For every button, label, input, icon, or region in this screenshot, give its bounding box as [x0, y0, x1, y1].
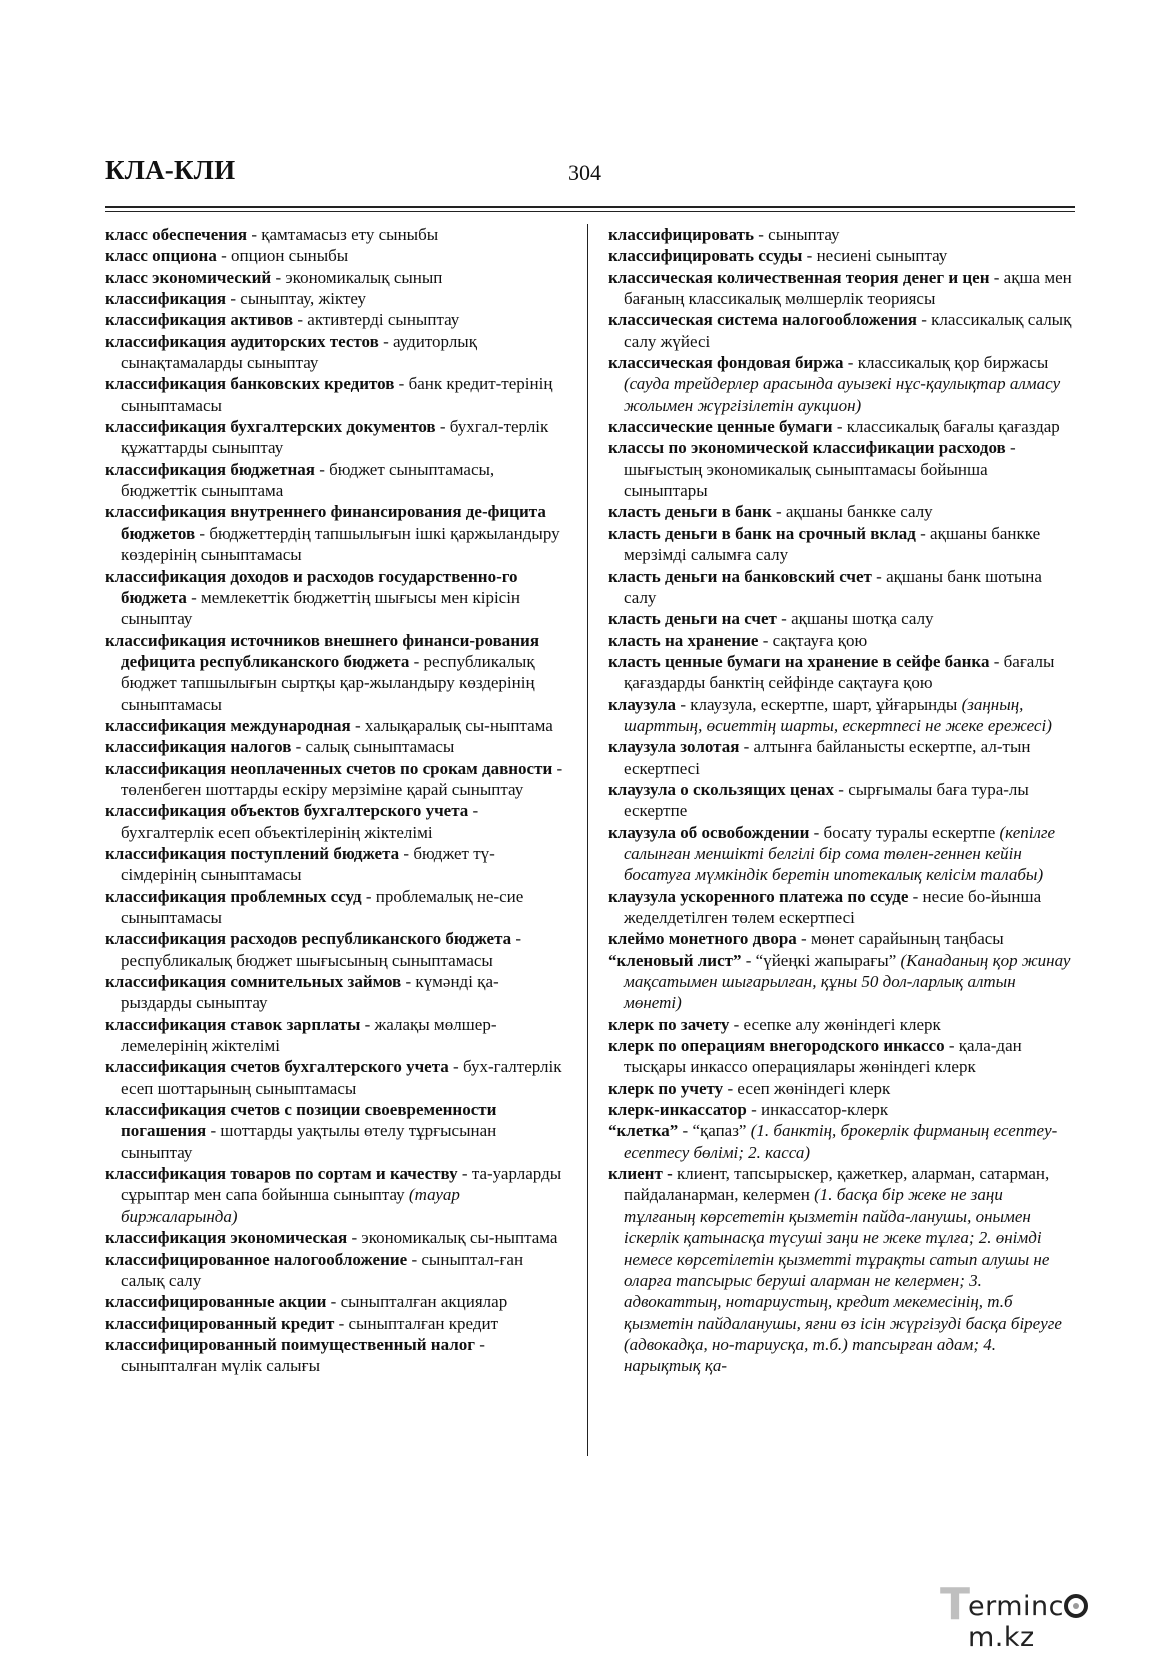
dictionary-entry — [608, 736, 1074, 779]
entry-term: клиент - — [608, 1164, 673, 1184]
dictionary-entry — [608, 928, 1074, 949]
entry-definition: - салық сыныптамасы — [291, 737, 455, 757]
entry-term: клерк по учету — [608, 1078, 724, 1098]
dictionary-entry — [105, 928, 568, 971]
dictionary-entry — [608, 779, 1074, 822]
dictionary-entry — [105, 224, 568, 245]
entry-term: классификация доходов и расходов государственно-го бюджета — [105, 566, 518, 607]
right-column — [608, 224, 1074, 1377]
dictionary-entry — [105, 459, 568, 502]
dictionary-entry — [105, 1163, 568, 1227]
entry-note: (Канаданың қор жинау мақсатымен шығарылған, құны 50 дол-ларлық алтын мөнеті) — [624, 950, 1071, 1013]
dictionary-entry — [105, 1056, 568, 1099]
entry-definition: - шоттарды уақтылы өтелу тұрғысынан сыныптау — [121, 1121, 497, 1162]
dictionary-entry — [608, 651, 1074, 694]
logo-text-part1: erminc — [968, 1591, 1064, 1622]
dictionary-entry — [608, 1099, 1074, 1120]
entry-term: клерк по операциям внегородского инкассо — [608, 1036, 945, 1056]
dictionary-entry — [105, 800, 568, 843]
dictionary-entry — [105, 630, 568, 715]
entry-definition: - несие бо-йынша жеделдетілген төлем ескертпесі — [624, 886, 1042, 927]
entry-term: клеймо монетного двора — [608, 929, 797, 949]
entry-definition: - бух-галтерлік есеп шоттарының сыныптамасы — [121, 1057, 562, 1098]
dictionary-entry — [608, 608, 1074, 629]
entry-term: классификация счетов с позиции своевременности погашения — [105, 1100, 497, 1141]
entry-definition: - “қапаз” — [678, 1121, 751, 1141]
entry-term: классическая фондовая биржа — [608, 353, 844, 373]
dictionary-entry — [608, 1014, 1074, 1035]
dictionary-entry — [608, 1120, 1074, 1163]
entry-definition: - сырғымалы баға тура-лы ескертпе — [624, 779, 1029, 821]
dictionary-entry — [105, 971, 568, 1014]
entry-term: классификация товаров по сортам и качеству — [105, 1164, 458, 1184]
entry-definition: - аудиторлық сынақтамаларды сыныптау — [121, 331, 477, 373]
dictionary-entry — [105, 1099, 568, 1163]
dictionary-entry — [105, 715, 568, 736]
entry-definition: - сыныптал-ған салық салу — [121, 1249, 524, 1290]
entry-term: класс опциона — [105, 246, 217, 266]
dictionary-entry — [105, 1334, 568, 1377]
dictionary-entry — [608, 1035, 1074, 1078]
dictionary-entry — [105, 288, 568, 309]
entry-definition: - бюджет сыныптамасы, бюджеттік сыныптама — [121, 459, 495, 501]
entry-definition: - проблемалық не-сие сыныптамасы — [121, 886, 524, 927]
dictionary-entry — [608, 267, 1074, 310]
entry-definition: - “үйеңкі жапырағы” — [741, 950, 901, 970]
logo-text-part2: m.kz — [968, 1622, 1035, 1653]
dictionary-entry — [608, 1078, 1074, 1099]
dictionary-entry — [608, 352, 1074, 416]
page-number: 304 — [568, 160, 601, 185]
entry-definition: - төленбеген шоттарды ескіру мерзіміне қарай сыныптау — [121, 758, 563, 799]
entry-definition: - мөнет сарайының таңбасы — [796, 929, 1004, 949]
entry-term: классифицировать — [608, 225, 754, 244]
dictionary-entry — [608, 950, 1074, 1014]
entry-definition: - алтынға байланысты ескертпе, ал-тын ескертпесі — [624, 737, 1031, 778]
entry-term: “кленовый лист” — [608, 950, 742, 970]
entry-definition: - сыныптау, жіктеу — [226, 289, 367, 309]
dictionary-entry — [105, 1249, 568, 1292]
dictionary-entry — [105, 886, 568, 929]
logo-letter-t: T — [940, 1579, 971, 1630]
entry-definition: - мемлекеттік бюджеттің шығысы мен кірісін сыныптау — [121, 587, 521, 629]
entry-term: классификация экономическая — [105, 1228, 348, 1248]
entry-term: классификация сомнительных займов — [105, 972, 402, 992]
entry-definition: - республикалық бюджет тапшылығын сыртқы қар-жыландыру көздерінің сыныптамасы — [121, 651, 535, 714]
dictionary-entry — [105, 245, 568, 266]
entry-definition: - ақшаны банкке мерзімді салымға салу — [624, 523, 1041, 565]
dictionary-entry — [608, 245, 1074, 266]
entry-definition: - банк кредит-терінің сыныптамасы — [121, 374, 553, 415]
entry-definition: - есеп жөніндегі клерк — [723, 1078, 891, 1098]
entry-term: классификация аудиторских тестов — [105, 331, 379, 351]
entry-term: классификация проблемных ссуд — [105, 886, 362, 906]
entry-term: классификация бухгалтерских документов — [105, 417, 436, 437]
entry-term: класть деньги в банк — [608, 502, 772, 522]
header-rule — [105, 206, 1075, 208]
dictionary-entry — [105, 736, 568, 757]
entry-term: клаузула ускоренного платежа по ссуде — [608, 886, 909, 906]
entry-term: классифицированный кредит — [105, 1313, 335, 1333]
dictionary-entry — [608, 224, 1074, 245]
dictionary-entry — [105, 331, 568, 374]
entry-note: (заңның, шарттың, өсиеттің шарты, ескертпесі не жеке ережесі) — [624, 694, 1052, 735]
header-rule-thin — [105, 211, 1075, 212]
entry-term: классификация источников внешнего финанси-рования дефицита республиканского бюджета — [105, 630, 540, 671]
entry-definition: - қамтамасыз ету сыныбы — [247, 225, 439, 244]
entry-term: классификация поступлений бюджета — [105, 843, 400, 863]
entry-term: класть деньги на счет — [608, 609, 777, 629]
dictionary-entry — [105, 1227, 568, 1248]
entry-term: классифицировать ссуды — [608, 246, 803, 266]
entry-definition: - инкассатор-клерк — [746, 1100, 889, 1120]
entry-definition: - классикалық салық салу жүйесі — [624, 310, 1072, 351]
entry-term: классы по экономической классификации расходов — [608, 438, 1006, 458]
column-divider — [587, 224, 588, 1456]
entry-definition: - та-уарларды сұрыптар мен сапа бойынша сыныптау — [121, 1164, 562, 1205]
entry-term: классификация объектов бухгалтерского учета — [105, 801, 469, 821]
entry-term: “клетка” — [608, 1121, 679, 1141]
dictionary-entry — [105, 1291, 568, 1312]
entry-term: классификация налогов — [105, 737, 292, 757]
entry-term: класс экономический — [105, 267, 272, 287]
entry-term: клаузула об освобождении — [608, 822, 810, 842]
dictionary-entry — [105, 501, 568, 565]
entry-definition: - ақшаны банк шотына салу — [624, 566, 1042, 607]
entry-term: классическая количественная теория денег и цен — [608, 267, 990, 287]
entry-definition: - сыныпталған кредит — [334, 1313, 498, 1333]
entry-definition: - бухгал-терлік құжаттарды сыныптау — [121, 417, 549, 458]
entry-term: клаузула — [608, 694, 677, 714]
entry-term: классификация банковских кредитов — [105, 374, 395, 394]
entry-term: классифицированное налогообложение — [105, 1249, 408, 1269]
entry-definition: - жалақы мөлшер-лемелерінің жіктелімі — [121, 1014, 497, 1056]
termincom-logo — [940, 1579, 1130, 1653]
dictionary-entry — [608, 523, 1074, 566]
running-head: КЛА-КЛИ — [105, 155, 236, 185]
entry-definition: - несиені сыныптау — [802, 246, 948, 266]
entry-term: клерк по зачету — [608, 1014, 730, 1034]
entry-definition: - ақшаны шотқа салу — [776, 609, 934, 629]
entry-definition: - бухгалтерлік есеп объектілерінің жіктелімі — [121, 801, 479, 842]
entry-definition: - республикалық бюджет шығысының сыныптамасы — [121, 929, 522, 970]
dictionary-entry — [105, 416, 568, 459]
entry-definition: - ақша мен бағаның классикалық мөлшерлік теориясы — [624, 267, 1072, 309]
entry-term: класть на хранение — [608, 630, 759, 650]
entry-definition: - ақшаны банкке салу — [771, 502, 933, 522]
entry-term: клаузула золотая — [608, 737, 740, 757]
entry-definition: - опцион сыныбы — [216, 246, 349, 266]
entry-definition: - классикалық қор биржасы — [843, 353, 1049, 373]
dictionary-entry — [105, 758, 568, 801]
dictionary-entry — [608, 566, 1074, 609]
left-column — [105, 224, 568, 1377]
entry-term: классификация ставок зарплаты — [105, 1014, 361, 1034]
logo-text — [968, 1591, 1130, 1653]
entry-term: классификация внутреннего финансирования де-фицита бюджетов — [105, 502, 546, 543]
dictionary-entry — [608, 886, 1074, 929]
entry-definition: - бюджет тү-сімдерінің сыныптамасы — [121, 843, 495, 885]
entry-term: классифицированный поимущественный налог — [105, 1334, 475, 1354]
entry-term: класс обеспечения — [105, 225, 248, 244]
entry-definition: - сыныптау — [753, 225, 840, 244]
entry-term: классификация — [105, 289, 227, 309]
entry-definition: клиент, тапсырыскер, қажеткер, аларман, сатарман, пайдаланарман, келермен — [624, 1164, 1050, 1205]
entry-note: (кепілге салынған меншікті белгілі бір сома төлен-геннен кейін босатуға мүмкіндік беретін ипотекалық келісім талабы) — [624, 822, 1056, 885]
dictionary-entry — [105, 1014, 568, 1057]
entry-term: классифицированные акции — [105, 1292, 327, 1312]
logo-o-icon — [1064, 1594, 1088, 1618]
dictionary-entry — [105, 566, 568, 630]
entry-definition: - клаузула, ескертпе, шарт, ұйғарынды — [676, 694, 962, 714]
entry-term: классификация счетов бухгалтерского учета — [105, 1057, 449, 1077]
entry-definition: - қала-дан тысқары инкассо операциялары жөніндегі клерк — [624, 1036, 1022, 1077]
entry-definition: - сыныпталған мүлік салығы — [121, 1334, 485, 1376]
dictionary-entry — [608, 416, 1074, 437]
dictionary-entry — [105, 1313, 568, 1334]
entry-definition: - шығыстың экономикалық сыныптамасы бойынша сыныптары — [624, 438, 1016, 501]
dictionary-entry — [608, 1163, 1074, 1376]
entry-term: классификация неоплаченных счетов по срокам давности — [105, 758, 553, 778]
entry-definition: - сыныпталған акциялар — [326, 1292, 508, 1312]
dictionary-entry — [608, 822, 1074, 886]
entry-term: клаузула о скользящих ценах — [608, 779, 835, 799]
entry-term: клерк-инкассатор — [608, 1100, 747, 1120]
dictionary-entry — [608, 309, 1074, 352]
entry-definition: - бағалы қағаздарды банктің сейфінде сақтауға қою — [624, 651, 1055, 693]
entry-term: класть деньги на банковский счет — [608, 566, 872, 586]
entry-definition: - күмәнді қа-рыздарды сыныптау — [121, 972, 499, 1013]
entry-note: (тауар биржаларында) — [121, 1185, 460, 1226]
dictionary-entry — [608, 694, 1074, 737]
dictionary-entry — [105, 843, 568, 886]
entry-term: классификация активов — [105, 310, 294, 330]
entry-term: классификация бюджетная — [105, 459, 315, 479]
entry-term: класть ценные бумаги на хранение в сейфе банка — [608, 651, 990, 671]
dictionary-entry — [608, 630, 1074, 651]
dictionary-entry — [105, 267, 568, 288]
entry-definition: - есепке алу жөніндегі клерк — [729, 1014, 941, 1034]
entry-definition: - сақтауға қою — [758, 630, 868, 650]
entry-term: классификация расходов республиканского бюджета — [105, 929, 512, 949]
entry-definition: - халықаралық сы-ныптама — [350, 715, 553, 735]
entry-definition: - активтерді сыныптау — [293, 310, 460, 330]
dictionary-entry — [105, 309, 568, 330]
entry-note: (сауда трейдерлер арасында ауызекі нұс-қаулықтар алмасу жолымен жүргізілетін аукцион) — [624, 374, 1061, 415]
entry-term: класть деньги в банк на срочный вклад — [608, 523, 916, 543]
entry-definition: - экономикалық сынып — [271, 267, 443, 287]
entry-term: классификация международная — [105, 715, 351, 735]
entry-definition: - бюджеттердің тапшылығын ішкі қаржыландыру көздерінің сыныптамасы — [121, 523, 560, 565]
entry-note: (1. банктің, брокерлік фирманың есептеу-есептесу бөлімі; 2. касса) — [624, 1121, 1058, 1162]
entry-definition: - классикалық бағалы қағаздар — [832, 417, 1060, 437]
entry-term: классическая система налогообложения — [608, 310, 917, 330]
entry-term: классические ценные бумаги — [608, 417, 833, 437]
dictionary-entry — [105, 373, 568, 416]
entry-note: (1. басқа бір жеке не заңи тұлғаның көрсететін қызметін пайда-ланушы, онымен іскерлік қатынасқа түсуші заңи не жеке тұлға; 2. өнімді немесе көрсетілетін қызметті тұрақты сатып алушы не оларға тапсырыс беруші аларман не келермен; 3. адвокаттың, нотариустың, кредит мекемесінің, т.б қызметін пайдаланушы, яғни өз ісін жүргізуді басқа біреуге (адвокадқа, но-тариусқа, т.б.) тапсырған адам; 4. нарықтық қа- — [624, 1185, 1062, 1376]
entry-definition: - босату туралы ескертпе — [809, 822, 1000, 842]
entry-definition: - экономикалық сы-ныптама — [347, 1228, 558, 1248]
dictionary-entry — [608, 437, 1074, 501]
dictionary-entry — [608, 501, 1074, 522]
